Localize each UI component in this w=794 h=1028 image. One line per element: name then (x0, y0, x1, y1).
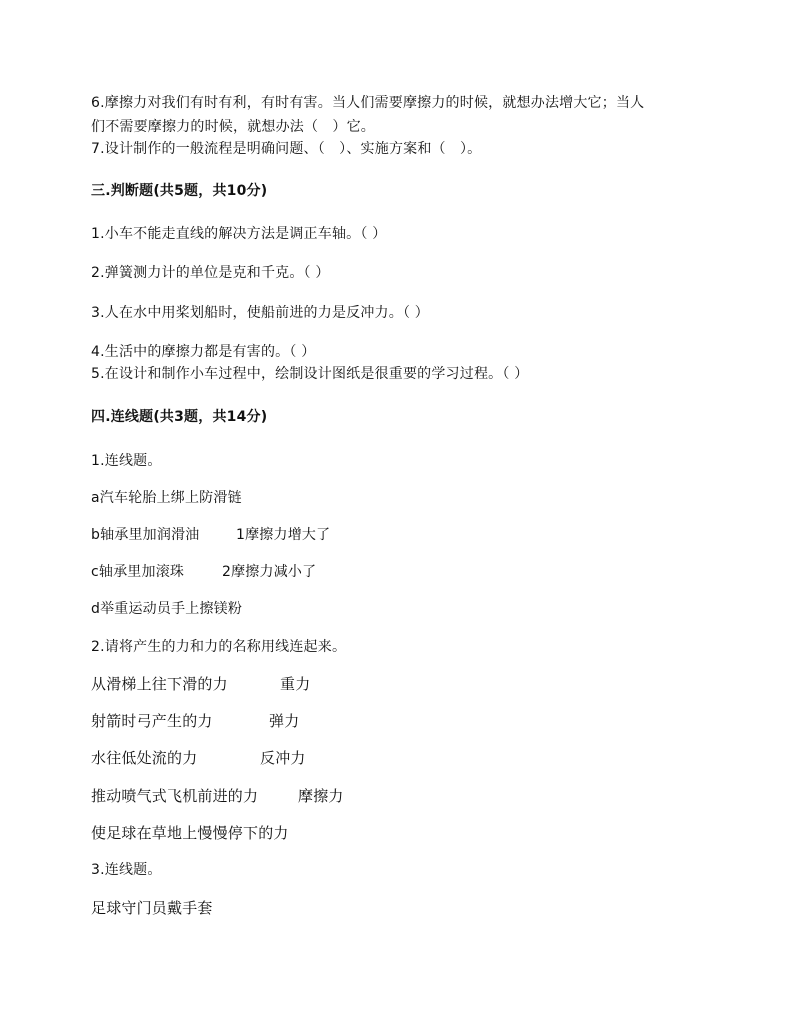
matching-q3-title: 3.连线题。 (91, 862, 162, 878)
judgment-item-3: 3.人在水中用桨划船时，使船前进的力是反冲力。（ ） (91, 305, 430, 321)
matching-q2-right: 反冲力 (260, 749, 306, 767)
matching-q2-right: 重力 (280, 675, 311, 693)
matching-q2-right: 弹力 (269, 712, 300, 730)
matching-q2-row (91, 824, 289, 842)
matching-q1-result-2: 2摩擦力减小了 (222, 564, 317, 580)
matching-q2-right: 摩擦力 (298, 787, 344, 805)
matching-q2-row (91, 675, 310, 693)
matching-q2-left: 使足球在草地上慢慢停下的力 (91, 824, 289, 842)
matching-q1-row-b (91, 526, 330, 544)
judgment-item-4: 4.生活中的摩擦力都是有害的。（ ） (91, 344, 316, 360)
judgment-item-2: 2.弹簧测力计的单位是克和千克。（ ） (91, 265, 330, 281)
matching-q1-item-a: a汽车轮胎上绑上防滑链 (91, 490, 242, 506)
matching-q2-row (91, 787, 344, 805)
matching-q3-item-1: 足球守门员戴手套 (91, 899, 213, 917)
matching-q2-row (91, 749, 306, 767)
matching-q2-title: 2.请将产生的力和力的名称用线连起来。 (91, 639, 347, 655)
judgment-section-heading: 三.判断题(共5题，共10分) (91, 183, 268, 199)
matching-q2-left: 射箭时弓产生的力 (91, 712, 213, 730)
fill-blank-q7: 7.设计制作的一般流程是明确问题、（ ）、实施方案和（ ）。 (91, 141, 482, 157)
matching-q1-item-b: b轴承里加润滑油 (91, 527, 200, 543)
matching-section-heading: 四.连线题(共3题，共14分) (91, 409, 268, 425)
matching-q2-left: 水往低处流的力 (91, 749, 198, 767)
matching-q1-item-d: d举重运动员手上擦镁粉 (91, 601, 243, 617)
matching-q2-left: 从滑梯上往下滑的力 (91, 675, 228, 693)
matching-q2-row (91, 712, 299, 730)
matching-q1-row-c (91, 563, 316, 581)
fill-blank-q6-line1: 6.摩擦力对我们有时有利，有时有害。当人们需要摩擦力的时候，就想办法增大它；当人 (91, 95, 645, 111)
fill-blank-q6-line2: 们不需要摩擦力的时候，就想办法（ ）它。 (91, 119, 375, 135)
judgment-item-1: 1.小车不能走直线的解决方法是调正车轴。（ ） (91, 226, 387, 242)
matching-q1-item-c: c轴承里加滚珠 (91, 564, 185, 580)
judgment-item-5: 5.在设计和制作小车过程中，绘制设计图纸是很重要的学习过程。（ ） (91, 366, 529, 382)
matching-q1-result-1: 1摩擦力增大了 (236, 527, 331, 543)
matching-q2-left: 推动喷气式飞机前进的力 (91, 787, 259, 805)
matching-q1-title: 1.连线题。 (91, 453, 162, 469)
